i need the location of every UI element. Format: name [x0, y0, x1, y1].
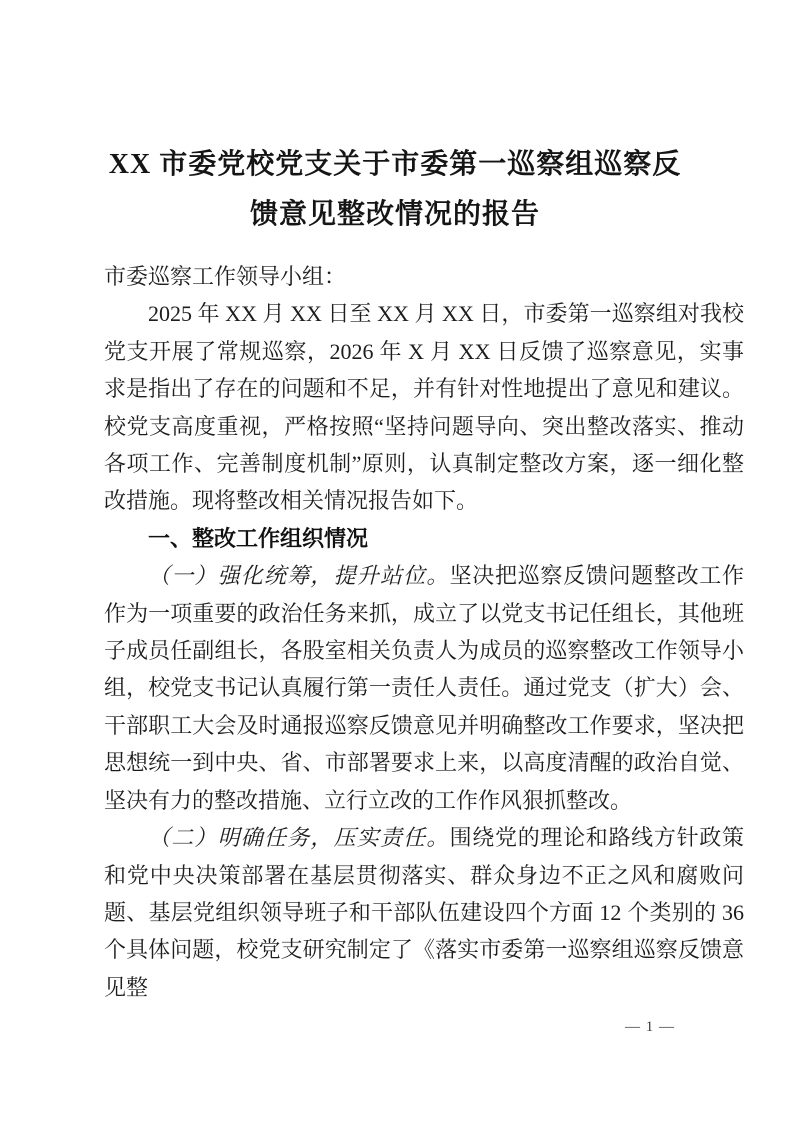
subsection-2-text: 围绕党的理论和路线方针政策和党中央决策部署在基层贯彻落实、群众身边不正之风和腐败问题、基层党组织领导班子和干部队伍建设四个方面 12 个类别的 36 个具体问题，校党支研究制定了《落实市委第一巡察组巡察反馈意见整 [104, 825, 744, 1000]
document-title [75, 140, 715, 240]
document-body [104, 258, 744, 1006]
title-line-1: XX 市委党校党支关于市委第一巡察组巡察反 [108, 149, 682, 180]
subsection-1-paragraph [104, 557, 744, 819]
subsection-1-text: 坚决把巡察反馈问题整改工作作为一项重要的政治任务来抓，成立了以党支书记任组长，其他班子成员任副组长，各股室相关负责人为成员的巡察整改工作领导小组，校党支书记认真履行第一责任人责任。通过党支（扩大）会、干部职工大会及时通报巡察反馈意见并明确整改工作要求，坚决把思想统一到中央、省、市部署要求上来，以高度清醒的政治自觉、坚决有力的整改措施、立行立改的工作作风狠抓整改。 [104, 563, 744, 813]
section-1-heading: 一、整改工作组织情况 [148, 525, 369, 551]
page-number: — 1 — [625, 1019, 675, 1035]
subsection-2-paragraph [104, 819, 744, 1006]
intro-paragraph: 2025 年 XX 月 XX 日至 XX 月 XX 日，市委第一巡察组对我校党支开展了常规巡察，2026 年 X 月 XX 日反馈了巡察意见，实事求是指出了存在的问题和不足，并有针对性地提出了意见和建议。校党支高度重视，严格按照“坚持问题导向、突出整改落实、推动各项工作、完善制度机制”原则，认真制定整改方案，逐一细化整改措施。现将整改相关情况报告如下。 [104, 301, 744, 514]
subsection-1-lead: （一）强化统筹，提升站位。 [148, 563, 450, 589]
subsection-2-lead: （二）明确任务，压实责任。 [148, 825, 450, 851]
salutation-line: 市委巡察工作领导小组： [104, 264, 347, 289]
title-line-2: 馈意见整改情况的报告 [249, 199, 540, 230]
